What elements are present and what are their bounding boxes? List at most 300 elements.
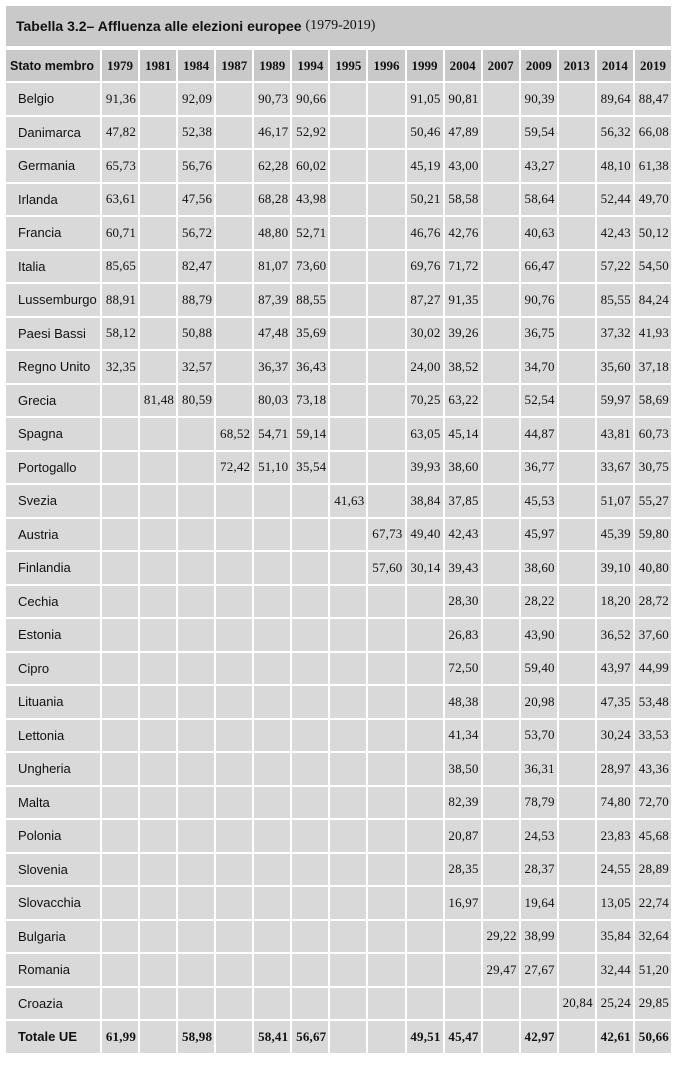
turnout-cell: 36,77 xyxy=(521,452,557,484)
turnout-cell: 49,70 xyxy=(635,184,671,216)
turnout-cell xyxy=(216,820,252,852)
turnout-cell xyxy=(254,485,290,517)
turnout-cell xyxy=(559,83,595,115)
table-row xyxy=(6,217,671,249)
turnout-cell: 37,60 xyxy=(635,619,671,651)
turnout-cell xyxy=(483,887,519,919)
turnout-cell xyxy=(140,418,176,450)
turnout-cell: 30,24 xyxy=(597,720,633,752)
turnout-cell xyxy=(483,619,519,651)
turnout-cell xyxy=(368,1021,404,1053)
turnout-cell xyxy=(102,552,138,584)
turnout-cell: 90,76 xyxy=(521,284,557,316)
table-title xyxy=(6,6,671,46)
turnout-cell: 91,05 xyxy=(407,83,443,115)
turnout-cell: 85,65 xyxy=(102,251,138,283)
turnout-cell xyxy=(140,251,176,283)
turnout-cell xyxy=(178,452,214,484)
turnout-cell: 85,55 xyxy=(597,284,633,316)
turnout-cell: 25,24 xyxy=(597,988,633,1020)
turnout-cell: 47,82 xyxy=(102,117,138,149)
turnout-cell xyxy=(330,854,366,886)
turnout-cell xyxy=(178,854,214,886)
turnout-cell xyxy=(140,1021,176,1053)
turnout-cell: 89,64 xyxy=(597,83,633,115)
turnout-cell: 72,42 xyxy=(216,452,252,484)
turnout-cell: 80,03 xyxy=(254,385,290,417)
turnout-cell: 66,47 xyxy=(521,251,557,283)
turnout-cell xyxy=(559,552,595,584)
turnout-cell: 40,63 xyxy=(521,217,557,249)
turnout-cell: 29,85 xyxy=(635,988,671,1020)
table-row xyxy=(6,284,671,316)
turnout-cell: 87,39 xyxy=(254,284,290,316)
turnout-cell xyxy=(368,820,404,852)
turnout-cell: 63,22 xyxy=(445,385,481,417)
turnout-cell: 39,26 xyxy=(445,318,481,350)
turnout-cell xyxy=(368,117,404,149)
turnout-cell xyxy=(483,251,519,283)
turnout-cell xyxy=(140,787,176,819)
turnout-cell: 74,80 xyxy=(597,787,633,819)
turnout-cell: 43,97 xyxy=(597,653,633,685)
turnout-cell xyxy=(178,988,214,1020)
country-name: Svezia xyxy=(6,485,100,517)
turnout-cell: 66,08 xyxy=(635,117,671,149)
turnout-cell: 52,92 xyxy=(292,117,328,149)
table-row xyxy=(6,385,671,417)
turnout-cell xyxy=(368,184,404,216)
country-name: Paesi Bassi xyxy=(6,318,100,350)
turnout-cell: 35,69 xyxy=(292,318,328,350)
turnout-cell xyxy=(254,653,290,685)
turnout-cell: 43,98 xyxy=(292,184,328,216)
turnout-cell xyxy=(254,820,290,852)
turnout-cell xyxy=(330,251,366,283)
turnout-cell xyxy=(330,351,366,383)
turnout-cell xyxy=(330,385,366,417)
turnout-cell xyxy=(178,753,214,785)
country-name: Bulgaria xyxy=(6,921,100,953)
turnout-cell xyxy=(254,854,290,886)
turnout-cell: 13,05 xyxy=(597,887,633,919)
country-name: Irlanda xyxy=(6,184,100,216)
turnout-cell: 39,93 xyxy=(407,452,443,484)
turnout-cell xyxy=(178,921,214,953)
turnout-cell xyxy=(140,653,176,685)
turnout-cell xyxy=(368,586,404,618)
turnout-cell xyxy=(216,184,252,216)
turnout-cell xyxy=(559,954,595,986)
turnout-cell xyxy=(445,921,481,953)
turnout-cell xyxy=(559,452,595,484)
turnout-cell xyxy=(292,586,328,618)
turnout-cell xyxy=(407,753,443,785)
turnout-cell: 58,12 xyxy=(102,318,138,350)
turnout-cell xyxy=(140,988,176,1020)
turnout-cell: 24,00 xyxy=(407,351,443,383)
header-year: 1989 xyxy=(254,50,290,81)
turnout-cell xyxy=(102,519,138,551)
turnout-cell: 56,32 xyxy=(597,117,633,149)
turnout-cell xyxy=(178,619,214,651)
turnout-cell xyxy=(140,284,176,316)
turnout-cell xyxy=(483,385,519,417)
turnout-cell xyxy=(178,720,214,752)
turnout-cell: 50,46 xyxy=(407,117,443,149)
table-row xyxy=(6,418,671,450)
turnout-cell: 47,89 xyxy=(445,117,481,149)
table-row xyxy=(6,686,671,718)
turnout-cell: 43,27 xyxy=(521,150,557,182)
turnout-cell xyxy=(254,586,290,618)
turnout-table xyxy=(4,48,673,1055)
turnout-cell: 82,47 xyxy=(178,251,214,283)
turnout-cell: 40,80 xyxy=(635,552,671,584)
turnout-cell: 44,87 xyxy=(521,418,557,450)
turnout-cell xyxy=(102,921,138,953)
turnout-cell: 41,93 xyxy=(635,318,671,350)
turnout-cell xyxy=(483,351,519,383)
table-row xyxy=(6,753,671,785)
turnout-cell xyxy=(330,787,366,819)
turnout-cell xyxy=(483,988,519,1020)
turnout-cell xyxy=(254,887,290,919)
turnout-cell: 35,84 xyxy=(597,921,633,953)
turnout-cell: 45,97 xyxy=(521,519,557,551)
turnout-cell xyxy=(559,854,595,886)
turnout-cell xyxy=(559,686,595,718)
country-name: Portogallo xyxy=(6,452,100,484)
turnout-cell: 18,20 xyxy=(597,586,633,618)
turnout-cell xyxy=(216,318,252,350)
turnout-cell xyxy=(178,686,214,718)
turnout-cell xyxy=(407,887,443,919)
turnout-cell: 67,73 xyxy=(368,519,404,551)
turnout-cell: 28,35 xyxy=(445,854,481,886)
turnout-cell xyxy=(216,854,252,886)
table-row xyxy=(6,854,671,886)
turnout-cell: 50,12 xyxy=(635,217,671,249)
turnout-cell: 57,22 xyxy=(597,251,633,283)
turnout-cell xyxy=(559,653,595,685)
turnout-cell xyxy=(140,619,176,651)
turnout-cell: 51,07 xyxy=(597,485,633,517)
turnout-cell: 49,40 xyxy=(407,519,443,551)
turnout-cell xyxy=(102,452,138,484)
turnout-cell: 82,39 xyxy=(445,787,481,819)
turnout-cell xyxy=(254,619,290,651)
turnout-cell xyxy=(483,418,519,450)
turnout-cell xyxy=(292,854,328,886)
turnout-cell: 42,43 xyxy=(445,519,481,551)
turnout-cell: 49,51 xyxy=(407,1021,443,1053)
turnout-cell xyxy=(216,83,252,115)
turnout-cell xyxy=(368,787,404,819)
turnout-cell: 68,28 xyxy=(254,184,290,216)
turnout-cell xyxy=(483,552,519,584)
turnout-cell: 50,21 xyxy=(407,184,443,216)
turnout-cell: 59,97 xyxy=(597,385,633,417)
turnout-cell: 16,97 xyxy=(445,887,481,919)
turnout-cell: 19,64 xyxy=(521,887,557,919)
turnout-cell: 38,50 xyxy=(445,753,481,785)
turnout-cell xyxy=(140,686,176,718)
header-year: 2009 xyxy=(521,50,557,81)
turnout-cell: 46,76 xyxy=(407,217,443,249)
turnout-cell xyxy=(140,217,176,249)
country-name: Slovacchia xyxy=(6,887,100,919)
turnout-cell: 60,73 xyxy=(635,418,671,450)
turnout-cell xyxy=(330,217,366,249)
turnout-cell xyxy=(559,217,595,249)
turnout-cell: 51,10 xyxy=(254,452,290,484)
turnout-cell xyxy=(330,921,366,953)
turnout-cell xyxy=(483,720,519,752)
table-row xyxy=(6,117,671,149)
turnout-cell xyxy=(559,251,595,283)
turnout-cell xyxy=(216,787,252,819)
turnout-cell xyxy=(559,385,595,417)
turnout-cell: 28,22 xyxy=(521,586,557,618)
turnout-cell: 73,18 xyxy=(292,385,328,417)
turnout-cell: 52,38 xyxy=(178,117,214,149)
turnout-cell xyxy=(368,318,404,350)
turnout-cell: 62,28 xyxy=(254,150,290,182)
turnout-cell xyxy=(216,251,252,283)
turnout-cell: 84,24 xyxy=(635,284,671,316)
turnout-cell xyxy=(483,318,519,350)
table-row xyxy=(6,485,671,517)
turnout-cell xyxy=(140,184,176,216)
turnout-cell xyxy=(483,854,519,886)
header-year: 1979 xyxy=(102,50,138,81)
turnout-cell: 22,74 xyxy=(635,887,671,919)
header-year: 1996 xyxy=(368,50,404,81)
turnout-cell xyxy=(483,686,519,718)
turnout-cell xyxy=(216,720,252,752)
turnout-cell: 45,47 xyxy=(445,1021,481,1053)
turnout-cell: 53,70 xyxy=(521,720,557,752)
table-header-row xyxy=(6,50,671,81)
turnout-cell xyxy=(330,117,366,149)
turnout-cell xyxy=(330,753,366,785)
turnout-cell xyxy=(368,653,404,685)
turnout-cell xyxy=(254,552,290,584)
turnout-cell: 30,02 xyxy=(407,318,443,350)
country-name: Germania xyxy=(6,150,100,182)
turnout-cell: 23,83 xyxy=(597,820,633,852)
turnout-cell xyxy=(178,485,214,517)
turnout-cell: 48,80 xyxy=(254,217,290,249)
turnout-cell xyxy=(216,519,252,551)
turnout-cell xyxy=(407,854,443,886)
turnout-cell: 53,48 xyxy=(635,686,671,718)
table-title-years: (1979-2019) xyxy=(305,18,376,33)
turnout-cell xyxy=(254,686,290,718)
turnout-cell: 58,69 xyxy=(635,385,671,417)
turnout-cell: 32,64 xyxy=(635,921,671,953)
turnout-cell xyxy=(483,787,519,819)
turnout-cell xyxy=(368,385,404,417)
turnout-cell: 72,50 xyxy=(445,653,481,685)
turnout-cell xyxy=(254,988,290,1020)
turnout-cell: 48,38 xyxy=(445,686,481,718)
turnout-cell xyxy=(292,720,328,752)
table-row xyxy=(6,787,671,819)
turnout-cell: 88,79 xyxy=(178,284,214,316)
turnout-cell xyxy=(483,586,519,618)
turnout-cell xyxy=(102,954,138,986)
turnout-cell xyxy=(140,887,176,919)
turnout-cell xyxy=(368,921,404,953)
turnout-cell: 47,35 xyxy=(597,686,633,718)
turnout-cell: 68,52 xyxy=(216,418,252,450)
turnout-cell xyxy=(102,586,138,618)
turnout-cell xyxy=(559,184,595,216)
turnout-cell: 58,64 xyxy=(521,184,557,216)
turnout-cell xyxy=(178,418,214,450)
turnout-cell xyxy=(292,619,328,651)
turnout-cell xyxy=(178,820,214,852)
table-row xyxy=(6,83,671,115)
turnout-cell: 56,72 xyxy=(178,217,214,249)
turnout-cell xyxy=(559,921,595,953)
table-row xyxy=(6,921,671,953)
table-row xyxy=(6,251,671,283)
turnout-cell xyxy=(102,887,138,919)
turnout-cell xyxy=(483,485,519,517)
header-year: 2007 xyxy=(483,50,519,81)
turnout-cell xyxy=(407,720,443,752)
turnout-cell xyxy=(330,318,366,350)
turnout-cell xyxy=(254,720,290,752)
turnout-cell xyxy=(559,117,595,149)
turnout-cell xyxy=(140,519,176,551)
turnout-cell xyxy=(483,820,519,852)
country-name: Spagna xyxy=(6,418,100,450)
turnout-cell xyxy=(483,83,519,115)
turnout-cell xyxy=(368,251,404,283)
turnout-cell: 33,67 xyxy=(597,452,633,484)
turnout-cell xyxy=(483,753,519,785)
turnout-cell xyxy=(483,150,519,182)
turnout-cell: 81,07 xyxy=(254,251,290,283)
turnout-cell: 50,66 xyxy=(635,1021,671,1053)
turnout-cell: 44,99 xyxy=(635,653,671,685)
turnout-cell xyxy=(254,954,290,986)
turnout-cell: 56,76 xyxy=(178,150,214,182)
turnout-cell xyxy=(330,586,366,618)
turnout-cell xyxy=(330,150,366,182)
turnout-cell xyxy=(330,619,366,651)
turnout-cell: 91,35 xyxy=(445,284,481,316)
turnout-table-panel xyxy=(6,6,671,1055)
turnout-cell xyxy=(330,452,366,484)
turnout-cell xyxy=(178,552,214,584)
turnout-cell xyxy=(102,787,138,819)
turnout-cell: 59,80 xyxy=(635,519,671,551)
table-row xyxy=(6,452,671,484)
turnout-cell xyxy=(140,83,176,115)
turnout-cell: 45,39 xyxy=(597,519,633,551)
turnout-cell: 28,37 xyxy=(521,854,557,886)
turnout-cell: 37,18 xyxy=(635,351,671,383)
turnout-cell: 43,81 xyxy=(597,418,633,450)
turnout-cell: 60,02 xyxy=(292,150,328,182)
header-year: 1994 xyxy=(292,50,328,81)
country-name: Belgio xyxy=(6,83,100,115)
turnout-cell xyxy=(445,954,481,986)
turnout-cell: 43,36 xyxy=(635,753,671,785)
turnout-cell xyxy=(102,686,138,718)
turnout-cell xyxy=(140,586,176,618)
turnout-cell xyxy=(102,485,138,517)
table-body xyxy=(6,83,671,1053)
header-year: 1999 xyxy=(407,50,443,81)
turnout-cell: 26,83 xyxy=(445,619,481,651)
turnout-cell: 78,79 xyxy=(521,787,557,819)
turnout-cell xyxy=(368,619,404,651)
turnout-cell xyxy=(330,988,366,1020)
turnout-cell: 90,81 xyxy=(445,83,481,115)
turnout-cell: 81,48 xyxy=(140,385,176,417)
turnout-cell xyxy=(216,686,252,718)
turnout-cell xyxy=(368,753,404,785)
turnout-cell xyxy=(559,318,595,350)
turnout-cell: 38,99 xyxy=(521,921,557,953)
turnout-cell: 42,43 xyxy=(597,217,633,249)
turnout-cell xyxy=(330,519,366,551)
turnout-cell xyxy=(216,619,252,651)
turnout-cell: 73,60 xyxy=(292,251,328,283)
turnout-cell xyxy=(559,887,595,919)
turnout-cell xyxy=(216,485,252,517)
turnout-cell xyxy=(368,854,404,886)
turnout-cell xyxy=(254,787,290,819)
turnout-cell xyxy=(292,552,328,584)
turnout-cell: 36,37 xyxy=(254,351,290,383)
table-row xyxy=(6,552,671,584)
turnout-cell xyxy=(140,854,176,886)
turnout-cell: 50,88 xyxy=(178,318,214,350)
turnout-cell xyxy=(102,418,138,450)
turnout-cell: 55,27 xyxy=(635,485,671,517)
turnout-cell: 20,84 xyxy=(559,988,595,1020)
turnout-cell: 32,35 xyxy=(102,351,138,383)
turnout-cell xyxy=(407,586,443,618)
header-year: 2019 xyxy=(635,50,671,81)
turnout-cell: 45,14 xyxy=(445,418,481,450)
turnout-cell: 88,47 xyxy=(635,83,671,115)
turnout-cell xyxy=(292,988,328,1020)
turnout-cell xyxy=(254,921,290,953)
turnout-cell: 30,14 xyxy=(407,552,443,584)
turnout-cell xyxy=(216,150,252,182)
turnout-cell xyxy=(216,351,252,383)
turnout-cell xyxy=(292,653,328,685)
turnout-cell xyxy=(140,552,176,584)
turnout-cell xyxy=(521,988,557,1020)
turnout-cell: 20,98 xyxy=(521,686,557,718)
turnout-cell xyxy=(330,954,366,986)
header-year: 1981 xyxy=(140,50,176,81)
turnout-cell xyxy=(407,988,443,1020)
turnout-cell xyxy=(368,418,404,450)
turnout-cell xyxy=(178,519,214,551)
turnout-cell xyxy=(483,184,519,216)
turnout-cell: 92,09 xyxy=(178,83,214,115)
